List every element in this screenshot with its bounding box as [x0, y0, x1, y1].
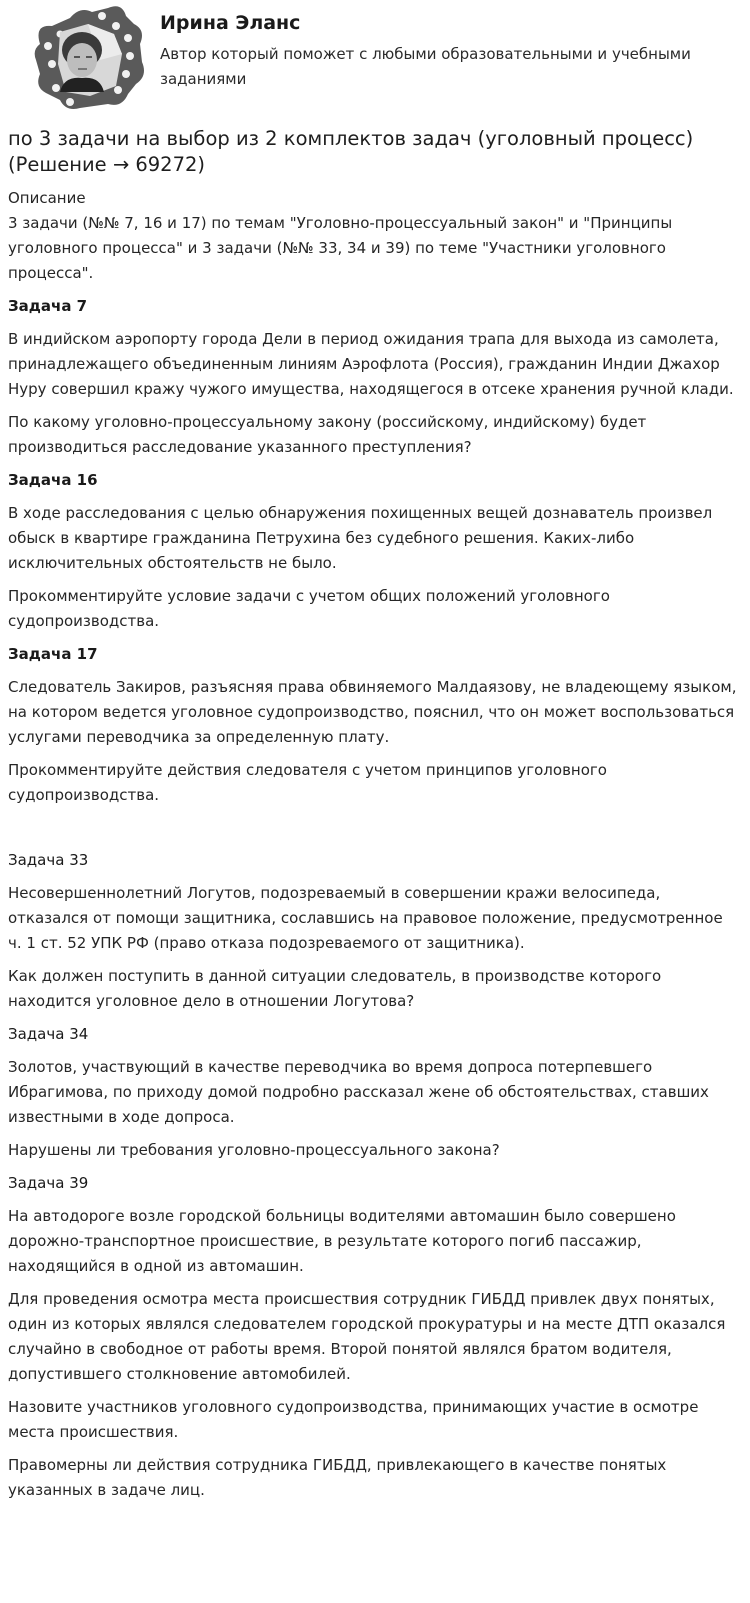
task-question: Правомерны ли действия сотрудника ГИБДД, привлекающего в качестве понятых указанных в задаче лиц.: [8, 1456, 667, 1499]
task-question: Прокомментируйте действия следователя с учетом принципов уголовного судопроизводства.: [8, 761, 607, 804]
task-title: Задача 39: [8, 1174, 89, 1192]
task-title: Задача 7: [8, 297, 88, 315]
description-section: [8, 186, 738, 286]
task-33: [8, 848, 738, 1014]
avatar[interactable]: [30, 4, 148, 112]
author-description: Автор который поможет с любыми образовательными и учебными заданиями: [160, 45, 691, 88]
task-question: Прокомментируйте условие задачи с учетом общих положений уголовного судопроизводства.: [8, 587, 610, 630]
task-question: Как должен поступить в данной ситуации следователь, в производстве которого находится уголовное дело в отношении Логутова?: [8, 967, 662, 1010]
task-7: [8, 294, 738, 460]
task-title: Задача 34: [8, 1025, 89, 1043]
task-title: Задача 17: [8, 645, 98, 663]
task-16: [8, 468, 738, 634]
task-title: Задача 16: [8, 471, 98, 489]
page-title: по 3 задачи на выбор из 2 комплектов задач (уголовный процесс) (Решение → 69272): [8, 127, 694, 176]
task-paragraph: Для проведения осмотра места происшествия сотрудник ГИБДД привлек двух понятых, один из которых являлся следователем городской прокуратуры и на месте ДТП оказался случайно в свободное от работы время. Второй понятой являлся братом водителя, допустившего столкновение автомобилей.: [8, 1290, 726, 1383]
task-question: Нарушены ли требования уголовно-процессуального закона?: [8, 1141, 500, 1159]
task-paragraph: На автодороге возле городской больницы водителями автомашин было совершено дорожно-транспортное происшествие, в результате которого погиб пассажир, находящийся в одной из автомашин.: [8, 1207, 676, 1275]
author-card: [0, 0, 750, 118]
description-label: Описание: [8, 189, 86, 207]
task-question: Назовите участников уголовного судопроизводства, принимающих участие в осмотре места происшествия.: [8, 1398, 699, 1441]
task-39: [8, 1171, 738, 1503]
task-paragraph: В индийском аэропорту города Дели в период ожидания трапа для выхода из самолета, принадлежащего объединенным линиям Аэрофлота (Россия), гражданин Индии Джахор Нуру совершил кражу чужого имущества, находящегося в отсеке хранения ручной клади.: [8, 330, 734, 398]
description-text: 3 задачи (№№ 7, 16 и 17) по темам "Уголовно-процессуальный закон" и "Принципы уголовного процесса" и 3 задачи (№№ 33, 34 и 39) по теме "Участники уголовного процесса".: [8, 214, 673, 282]
task-paragraph: Несовершеннолетний Логутов, подозреваемый в совершении кражи велосипеда, отказался от помощи защитника, сославшись на правовое положение, предусмотренное ч. 1 ст. 52 УПК РФ (право отказа подозреваемого от защитника).: [8, 884, 723, 952]
section-spacer: [8, 816, 738, 848]
task-17: [8, 642, 738, 808]
author-avatar-photo-icon: [30, 4, 148, 112]
article: [8, 126, 738, 1511]
task-paragraph: Следователь Закиров, разъясняя права обвиняемого Малдаязову, не владеющему языком, на котором ведется уголовное судопроизводство, пояснил, что он может воспользоваться услугами переводчика за определенную плату.: [8, 678, 737, 746]
task-question: По какому уголовно-процессуальному закону (российскому, индийскому) будет производиться расследование указанного преступления?: [8, 413, 647, 456]
author-name[interactable]: Ирина Эланс: [160, 12, 301, 34]
task-paragraph: Золотов, участвующий в качестве переводчика во время допроса потерпевшего Ибрагимова, по приходу домой подробно рассказал жене об обстоятельствах, ставших известными в ходе допроса.: [8, 1058, 709, 1126]
task-paragraph: В ходе расследования с целью обнаружения похищенных вещей дознаватель произвел обыск в квартире гражданина Петрухина без судебного решения. Каких-либо исключительных обстоятельств не было.: [8, 504, 713, 572]
task-title: Задача 33: [8, 851, 89, 869]
task-34: [8, 1022, 738, 1163]
